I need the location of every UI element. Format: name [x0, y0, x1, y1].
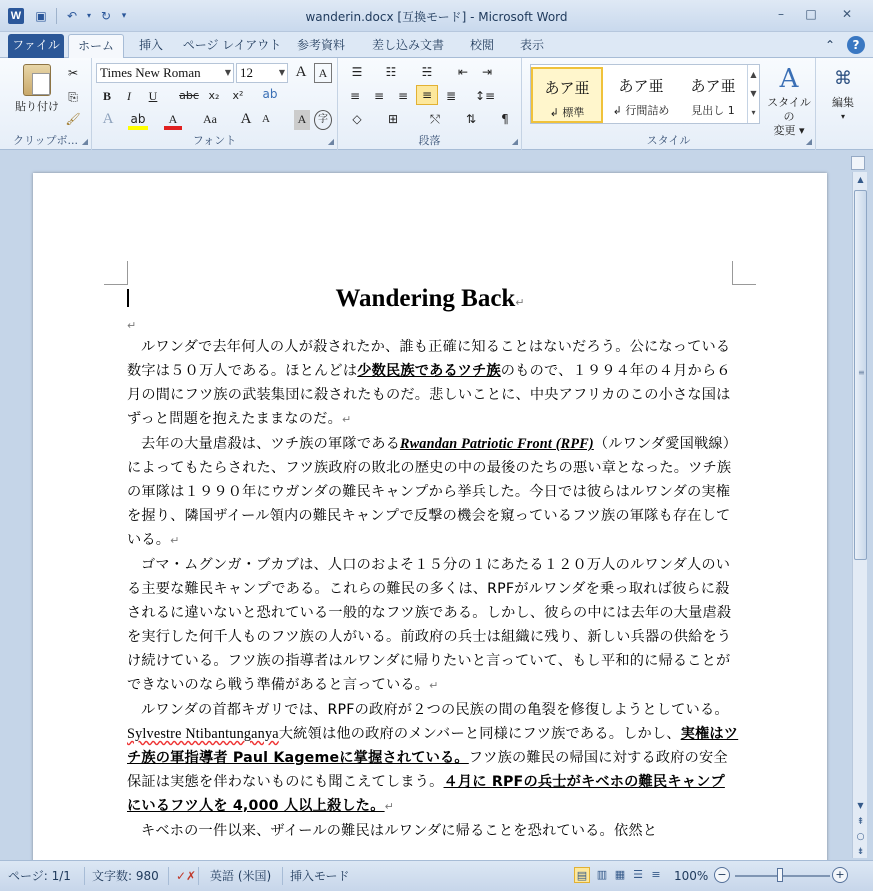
- styles-launcher-icon[interactable]: ◢: [805, 137, 812, 146]
- print-layout-view-icon[interactable]: ▤: [574, 867, 590, 883]
- font-color-icon[interactable]: A: [164, 110, 182, 130]
- browse-object-icon[interactable]: ○: [856, 832, 865, 842]
- grow-font-icon[interactable]: A: [295, 64, 307, 80]
- status-separator: [198, 867, 199, 885]
- tab-mailings[interactable]: 差し込み文書: [371, 38, 444, 52]
- paragraph-group: [338, 58, 522, 150]
- style-sample: あア亜: [618, 77, 664, 95]
- decrease-indent-icon[interactable]: ⇤: [457, 65, 469, 79]
- paragraph-2[interactable]: [127, 432, 739, 553]
- proofing-icon[interactable]: ✓✗: [176, 869, 197, 883]
- language-indicator[interactable]: 英語 (米国): [210, 869, 272, 883]
- font-name-value: Times New Roman: [100, 65, 201, 80]
- clipboard-launcher-icon[interactable]: ◢: [81, 137, 88, 146]
- ribbon: [0, 58, 873, 150]
- style-name: 見出し 1: [691, 104, 735, 117]
- text-format-icon[interactable]: A: [314, 63, 332, 83]
- font-name-combo[interactable]: [96, 63, 234, 83]
- vertical-scrollbar[interactable]: [852, 172, 867, 858]
- font-group: [92, 58, 338, 150]
- text-run-bold-underline: 実権はツチ族の軍指導者 Paul Kagemeに掌握されている。: [127, 726, 739, 766]
- change-styles-icon: A: [779, 64, 799, 94]
- undo-icon[interactable]: ↶: [66, 9, 78, 23]
- tab-page-layout[interactable]: ページ レイアウト: [182, 38, 282, 52]
- binoculars-icon: ⌘: [834, 68, 852, 89]
- font-launcher-icon[interactable]: ◢: [327, 137, 334, 146]
- paragraph-mark: ↵: [429, 679, 439, 692]
- paste-label: 貼り付け: [15, 100, 59, 113]
- superscript-button[interactable]: x²: [232, 89, 244, 102]
- word-app-icon[interactable]: W: [8, 8, 24, 24]
- style-sample: あア亜: [544, 79, 590, 97]
- paste-button[interactable]: [14, 62, 60, 122]
- sort-icon[interactable]: ⇅: [465, 112, 477, 126]
- scroll-up-icon[interactable]: ▲: [857, 175, 864, 184]
- style-heading-1[interactable]: [677, 67, 749, 123]
- window-title: wanderin.docx [互換モード] - Microsoft Word: [305, 10, 568, 24]
- align-right-icon[interactable]: ≡: [397, 89, 409, 103]
- paragraph-launcher-icon[interactable]: ◢: [511, 137, 518, 146]
- justify-icon[interactable]: ≡: [416, 85, 438, 105]
- cut-icon[interactable]: ✂: [67, 66, 79, 80]
- gallery-scroll[interactable]: ▲ ▼ ▾: [747, 65, 759, 123]
- minimize-ribbon-icon[interactable]: ⌃: [824, 38, 836, 52]
- paragraph-mark: ↵: [170, 534, 180, 547]
- tab-view[interactable]: 表示: [519, 38, 544, 52]
- text-run: ルワンダの首都キガリでは、RPFの政府が２つの民族の間の亀裂を修復しようとしている。: [141, 702, 729, 718]
- customize-qat-icon[interactable]: ▾: [121, 11, 127, 21]
- style-name: ↲ 行間詰め: [612, 104, 670, 117]
- font-group-label: フォント: [192, 134, 237, 147]
- grow-font-button[interactable]: A: [240, 111, 252, 127]
- shrink-font-button[interactable]: A: [262, 113, 270, 125]
- tab-home[interactable]: ホーム: [68, 34, 124, 59]
- maximize-button[interactable]: □: [805, 7, 817, 21]
- paragraph-3[interactable]: [127, 553, 739, 698]
- status-bar: [0, 860, 873, 891]
- help-icon[interactable]: ?: [847, 36, 865, 54]
- chevron-down-icon: ▼: [224, 68, 231, 77]
- underline-button[interactable]: U: [148, 89, 158, 103]
- document-page[interactable]: [33, 173, 827, 860]
- text-effects-icon[interactable]: A: [102, 111, 114, 127]
- style-no-spacing[interactable]: [605, 67, 677, 123]
- document-title-text: Wandering Back: [335, 285, 516, 312]
- enclose-char-button[interactable]: 字: [314, 110, 332, 130]
- document-body[interactable]: [127, 335, 739, 843]
- paragraph-mark: ↵: [341, 413, 352, 426]
- clipboard-group-label: クリップボ...: [12, 134, 79, 147]
- line-spacing-icon[interactable]: ↕≡: [474, 89, 496, 103]
- show-marks-icon[interactable]: ¶: [501, 112, 509, 126]
- distributed-icon[interactable]: ≣: [445, 89, 457, 103]
- zoom-slider-thumb[interactable]: [777, 868, 783, 882]
- crop-mark-top-right: [732, 261, 756, 285]
- paste-icon: [23, 64, 51, 96]
- tab-references[interactable]: 参考資料: [296, 38, 345, 52]
- italic-button[interactable]: I: [127, 89, 131, 103]
- editing-group: [818, 58, 868, 150]
- bullets-icon[interactable]: ☰: [351, 65, 363, 79]
- numbering-icon[interactable]: ☷: [385, 65, 397, 79]
- text-run: のもので、１９９４年の４月から６月の間にフツ族の武装集団に殺されたものだ。悲しいことに、中央アフリカのこの小さな国はずっと問題を抱えたままなのだ。: [127, 363, 731, 427]
- text-run: ルワンダで去年何人の人が殺されたか、誰も正確に知ることはないだろう。公になっている数字は５０万人である。ほとんどは: [127, 339, 731, 379]
- align-left-icon[interactable]: ≡: [349, 89, 361, 103]
- style-normal[interactable]: [531, 67, 603, 123]
- clipboard-group: [0, 58, 92, 150]
- status-separator: [84, 867, 85, 885]
- minimize-button[interactable]: –: [778, 7, 784, 21]
- tab-review[interactable]: 校閲: [469, 38, 494, 52]
- close-button[interactable]: ✕: [841, 7, 853, 21]
- paragraph-mark: ↵: [515, 297, 525, 309]
- phonetic-guide-icon[interactable]: ab: [262, 87, 278, 101]
- undo-dropdown-icon[interactable]: ▾: [86, 11, 91, 20]
- empty-paragraph[interactable]: [127, 318, 136, 332]
- ribbon-tabs: [0, 32, 873, 58]
- status-separator: [282, 867, 283, 885]
- change-styles-button[interactable]: [764, 62, 814, 138]
- window-controls: [767, 4, 867, 24]
- shading-icon[interactable]: ◇: [352, 112, 362, 126]
- change-styles-label: スタイルの 変更 ▾: [767, 96, 811, 137]
- strikethrough-button[interactable]: abc: [179, 89, 199, 102]
- word-count[interactable]: 文字数: 980: [92, 869, 159, 883]
- font-size-value: 12: [240, 65, 253, 80]
- style-sample: あア亜: [690, 77, 736, 95]
- save-icon[interactable]: ▣: [35, 9, 47, 23]
- text-run: 大統領は他の政府のメンバーと同様にフツ族である。しかし、: [278, 726, 681, 742]
- text-run-bold-underline: ４月に RPFの兵士がキベホの難民キャンプにいるフツ人を 4,000 人以上殺した。: [127, 774, 725, 814]
- font-size-combo[interactable]: [236, 63, 288, 83]
- zoom-in-button[interactable]: +: [832, 867, 848, 883]
- web-layout-view-icon[interactable]: ▦: [614, 868, 626, 881]
- styles-group-label: スタイル: [646, 134, 691, 147]
- document-area: [0, 150, 873, 860]
- paragraph-4[interactable]: [127, 698, 739, 819]
- text-run-spellcheck: Sylvestre Ntibantunganya: [127, 726, 279, 742]
- scroll-down-icon[interactable]: ▼: [857, 801, 864, 810]
- text-run: キベホの一件以来、ザイールの難民はルワンダに帰ることを恐れている。依然と: [141, 823, 658, 839]
- zoom-out-button[interactable]: −: [714, 867, 730, 883]
- scroll-thumb[interactable]: [854, 190, 867, 560]
- crop-mark-top-left: [104, 261, 128, 285]
- subscript-button[interactable]: x₂: [208, 89, 220, 102]
- title-bar: [0, 0, 873, 32]
- increase-indent-icon[interactable]: ⇥: [481, 65, 493, 79]
- status-separator: [168, 867, 169, 885]
- text-run: 去年の大量虐殺は、ツチ族の軍隊である: [141, 436, 400, 452]
- tab-file[interactable]: ファイル: [8, 34, 64, 58]
- text-run: ゴマ・ムグンガ・ブカブは、人口のおよそ１５分の１にあたる１２０万人のルワンダ人のいる主要な難民キャンプである。これらの難民の多くは、RPFがルワンダを乗っ取れば彼らに殺されるに違いないと恐れている一般的なフツ族である。しかし、彼らの中には去年の大量虐殺を実行した何千人ものフツ族の人がいる。前政府の兵士は組織に残り、新しい兵器の供給をうけ続けている。フツ族の指導者はルワンダに帰りたいと言っていて、もし平和的に帰ることができないのなら戦う準備があると言っている。: [127, 557, 732, 693]
- change-case-button[interactable]: Aa: [203, 112, 217, 126]
- paragraph-1[interactable]: [127, 335, 739, 432]
- draft-view-icon[interactable]: ≡: [651, 868, 661, 881]
- format-painter-icon[interactable]: 🖌: [65, 112, 81, 126]
- outline-view-icon[interactable]: ☰: [633, 868, 643, 881]
- editing-label: 編集: [832, 96, 854, 109]
- style-name: ↲ 標準: [549, 106, 585, 119]
- align-center-icon[interactable]: ≡: [373, 89, 385, 103]
- copy-icon[interactable]: ⎘: [68, 90, 78, 104]
- styles-gallery: [530, 64, 760, 124]
- paragraph-5[interactable]: [127, 819, 739, 843]
- page-count[interactable]: ページ: 1/1: [8, 869, 71, 883]
- insert-mode-indicator[interactable]: 挿入モード: [290, 869, 350, 883]
- text-run-bold-underline: 少数民族であるツチ族: [357, 363, 501, 379]
- ruler-toggle-icon[interactable]: [851, 156, 865, 170]
- chevron-down-icon: ▾: [840, 112, 845, 121]
- grip-icon: ≡: [858, 368, 865, 377]
- text-run-bold-italic-underline: Rwandan Patriotic Front (RPF): [399, 436, 594, 452]
- paragraph-group-label: 段落: [418, 134, 441, 147]
- text-run: （ルワンダ愛国戦線）によってもたらされた、フツ族政府の敗北の歴史の中の最後のたちの悪い章となった。ツチ族の軍隊は１９９０年にウガンダの難民キャンプから挙兵した。今日では彼らはルワンダの実権を握り、隣国ザイール領内の難民キャンプで反撃の機会を窺っているフツ族の軍隊も存在している。: [127, 436, 738, 548]
- previous-page-icon[interactable]: ⇞: [856, 817, 865, 827]
- asian-layout-icon[interactable]: ⤲: [430, 112, 440, 126]
- next-page-icon[interactable]: ⇟: [856, 847, 865, 857]
- paragraph-mark: ↵: [127, 319, 137, 332]
- tabs-right-controls: [821, 36, 865, 54]
- redo-icon[interactable]: ↻: [100, 9, 112, 23]
- zoom-level[interactable]: 100%: [674, 869, 709, 883]
- chevron-down-icon: ▼: [278, 68, 285, 77]
- highlight-icon[interactable]: ab: [128, 110, 148, 130]
- document-title[interactable]: [33, 285, 827, 313]
- reading-view-icon[interactable]: ▥: [596, 868, 608, 881]
- bold-button[interactable]: B: [102, 89, 111, 103]
- borders-icon[interactable]: ⊞: [387, 112, 399, 126]
- editing-button[interactable]: [822, 62, 864, 124]
- tab-insert[interactable]: 挿入: [138, 38, 163, 52]
- multilevel-list-icon[interactable]: ☵: [421, 65, 433, 79]
- text-run: フツ族の難民の帰国に対する政府の安全保証は実態を伴わないものにも聞こえてしまう。: [127, 750, 728, 790]
- paragraph-mark: ↵: [384, 800, 395, 813]
- clear-format-button[interactable]: A: [294, 110, 310, 130]
